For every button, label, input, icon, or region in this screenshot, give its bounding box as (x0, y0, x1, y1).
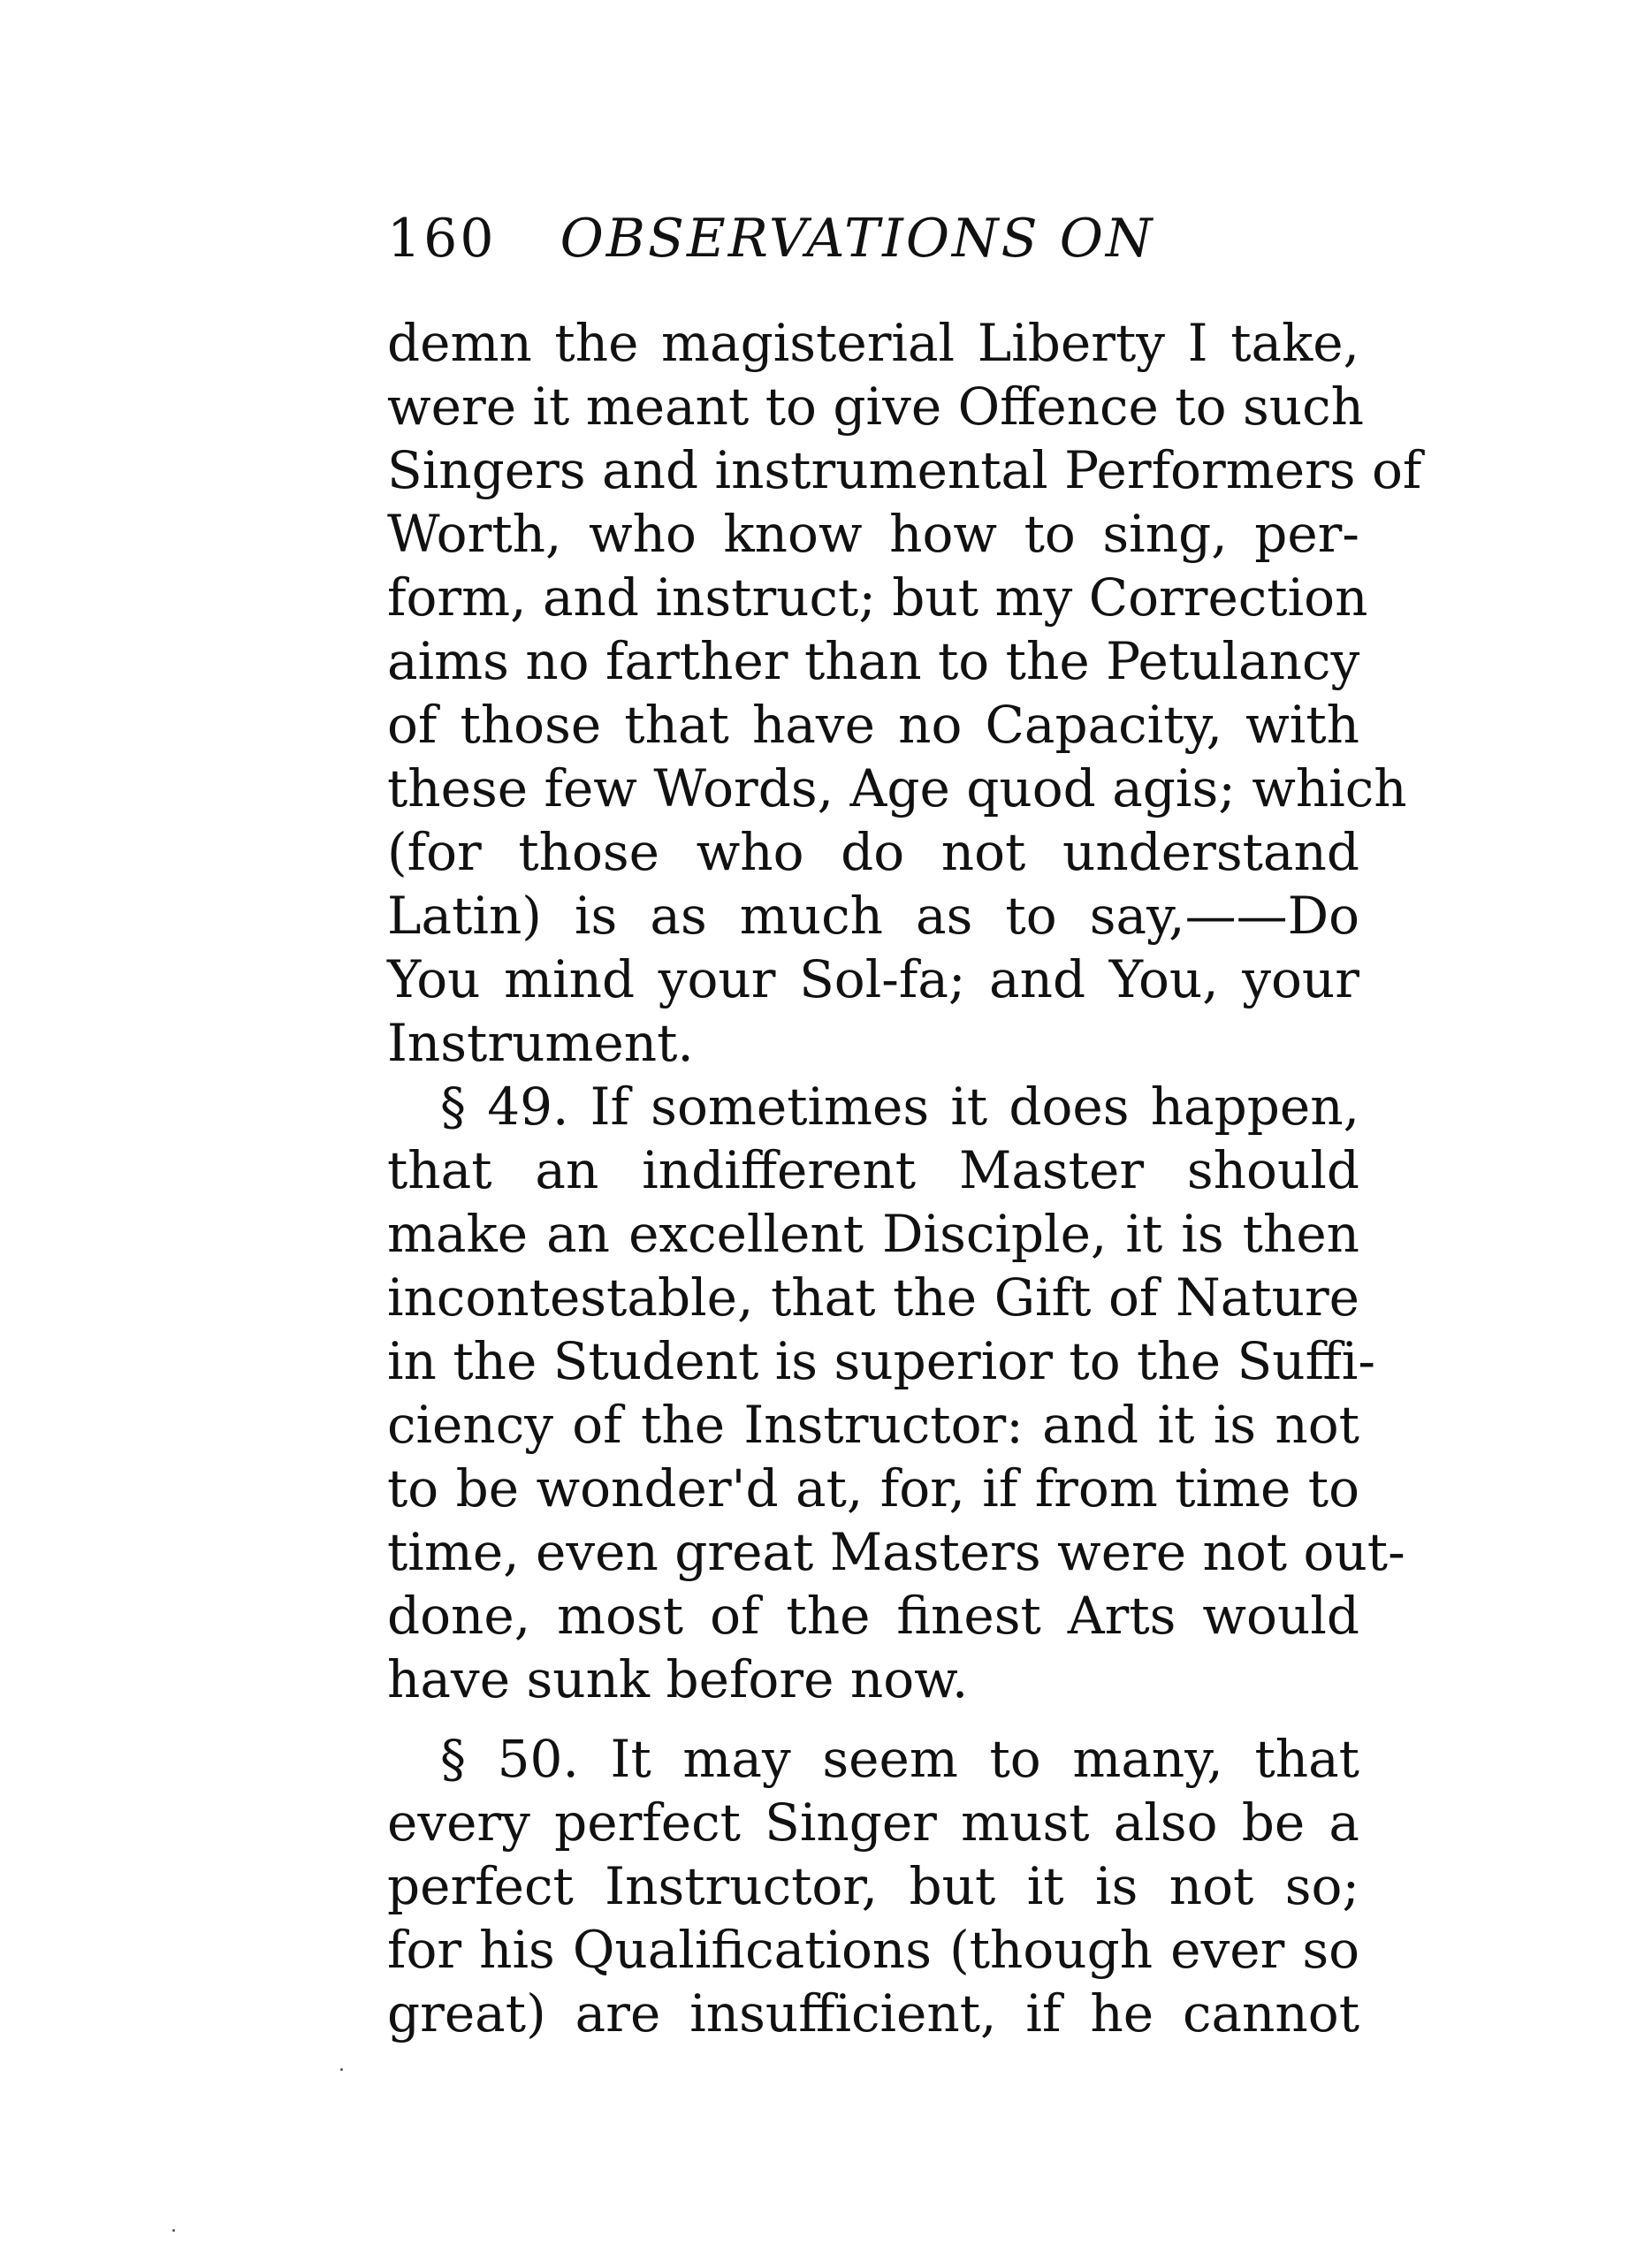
text-line: aims no farther than to the Petulancy (387, 631, 1360, 691)
text-line: every perfect Singer must also be a (387, 1792, 1359, 1853)
page-number: 160 (387, 208, 497, 270)
text-line: great) are insufficient, if he cannot (387, 1983, 1359, 2043)
text-line: Singers and instrumental Performers of (387, 440, 1422, 500)
text-line: Worth, who know how to sing, per- (387, 504, 1359, 564)
text-line: in the Student is superior to the Suffi- (387, 1331, 1375, 1391)
scan-speck (340, 2068, 343, 2071)
text-line: perfect Instructor, but it is not so; (387, 1856, 1359, 1916)
text-line: demn the magisterial Liberty I take, (387, 313, 1359, 373)
text-line: that an indifferent Master should (387, 1140, 1359, 1200)
text-line: Latin) is as much as to say,——Do (387, 886, 1359, 946)
text-line: Instrument. (387, 1013, 694, 1073)
text-line: form, and instruct; but my Correction (387, 567, 1368, 628)
section-49-first-line: § 49. If sometimes it does happen, (440, 1077, 1359, 1137)
running-title: OBSERVATIONS ON (560, 208, 1155, 270)
text-line: time, even great Masters were not out- (387, 1522, 1405, 1582)
text-line: of those that have no Capacity, with (387, 695, 1359, 755)
text-line: were it meant to give Offence to such (387, 377, 1364, 437)
text-line: (for those who do not understand (387, 822, 1359, 882)
body-text (387, 311, 1422, 2045)
text-line: ciency of the Instructor: and it is not (387, 1395, 1359, 1455)
text-line: make an excellent Disciple, it is then (387, 1204, 1359, 1264)
text-line: You mind your Sol-fa; and You, your (387, 949, 1359, 1009)
text-line: these few Words, Age quod agis; which (387, 758, 1407, 818)
text-line: to be wonder'd at, for, if from time to (387, 1458, 1359, 1518)
scan-speck (172, 2229, 175, 2232)
text-line: done, most of the finest Arts would (387, 1586, 1359, 1646)
text-line: incontestable, that the Gift of Nature (387, 1267, 1359, 1328)
text-line: for his Qualifications (though ever so (387, 1920, 1359, 1980)
section-50-first-line: § 50. It may seem to many, that (440, 1729, 1359, 1789)
running-head (387, 208, 1155, 270)
text-line: have sunk before now. (387, 1649, 969, 1709)
